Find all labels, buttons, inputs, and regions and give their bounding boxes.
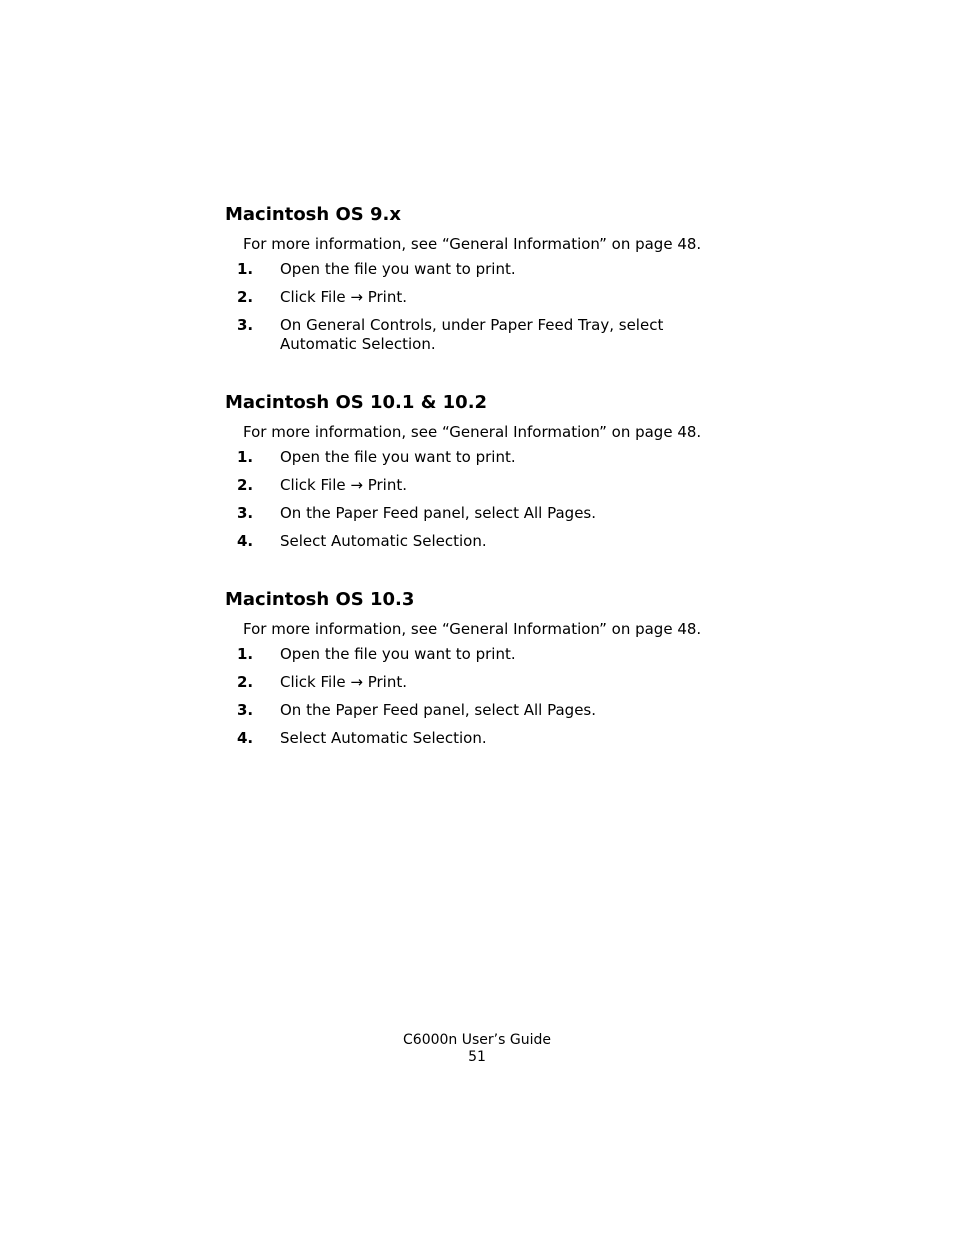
page-number: 51 bbox=[468, 1049, 486, 1065]
section-heading: Macintosh OS 10.3 bbox=[225, 589, 415, 610]
section-macintosh-os-10-3 bbox=[225, 589, 745, 748]
step-item bbox=[225, 260, 745, 279]
step-item bbox=[225, 729, 745, 748]
page-content bbox=[225, 204, 745, 786]
step-number: 3. bbox=[237, 316, 254, 334]
step-item bbox=[225, 476, 745, 495]
section-macintosh-os-10-1-10-2 bbox=[225, 392, 745, 551]
step-number: 3. bbox=[237, 504, 254, 522]
step-number: 2. bbox=[237, 288, 254, 306]
section-intro: For more information, see “General Information” on page 48. bbox=[243, 620, 702, 638]
page-footer bbox=[0, 1032, 954, 1066]
step-text: Select Automatic Selection. bbox=[280, 729, 487, 747]
step-item bbox=[225, 504, 745, 523]
step-item bbox=[225, 532, 745, 551]
step-text: Click File → Print. bbox=[280, 288, 407, 306]
step-number: 1. bbox=[237, 645, 254, 663]
step-number: 4. bbox=[237, 729, 254, 747]
step-list bbox=[225, 260, 745, 354]
step-text: Open the file you want to print. bbox=[280, 448, 516, 466]
step-text: Open the file you want to print. bbox=[280, 260, 516, 278]
step-text: Click File → Print. bbox=[280, 476, 407, 494]
step-number: 2. bbox=[237, 476, 254, 494]
step-item bbox=[225, 316, 745, 354]
section-heading: Macintosh OS 10.1 & 10.2 bbox=[225, 392, 488, 413]
step-number: 2. bbox=[237, 673, 254, 691]
step-item bbox=[225, 701, 745, 720]
step-text: Open the file you want to print. bbox=[280, 645, 516, 663]
step-text: Click File → Print. bbox=[280, 673, 407, 691]
step-text: On the Paper Feed panel, select All Pages. bbox=[280, 701, 597, 719]
step-number: 4. bbox=[237, 532, 254, 550]
step-number: 1. bbox=[237, 448, 254, 466]
section-macintosh-os-9x bbox=[225, 204, 745, 354]
step-list bbox=[225, 448, 745, 551]
step-item bbox=[225, 673, 745, 692]
step-item bbox=[225, 288, 745, 307]
step-number: 1. bbox=[237, 260, 254, 278]
section-intro: For more information, see “General Information” on page 48. bbox=[243, 423, 702, 441]
step-list bbox=[225, 645, 745, 748]
step-text: On General Controls, under Paper Feed Tray, select Automatic Selection. bbox=[280, 316, 664, 353]
step-number: 3. bbox=[237, 701, 254, 719]
step-text: On the Paper Feed panel, select All Pages. bbox=[280, 504, 597, 522]
guide-title: C6000n User’s Guide bbox=[403, 1032, 551, 1048]
step-item bbox=[225, 645, 745, 664]
section-heading: Macintosh OS 9.x bbox=[225, 204, 401, 225]
step-item bbox=[225, 448, 745, 467]
step-text: Select Automatic Selection. bbox=[280, 532, 487, 550]
section-intro: For more information, see “General Information” on page 48. bbox=[243, 235, 702, 253]
